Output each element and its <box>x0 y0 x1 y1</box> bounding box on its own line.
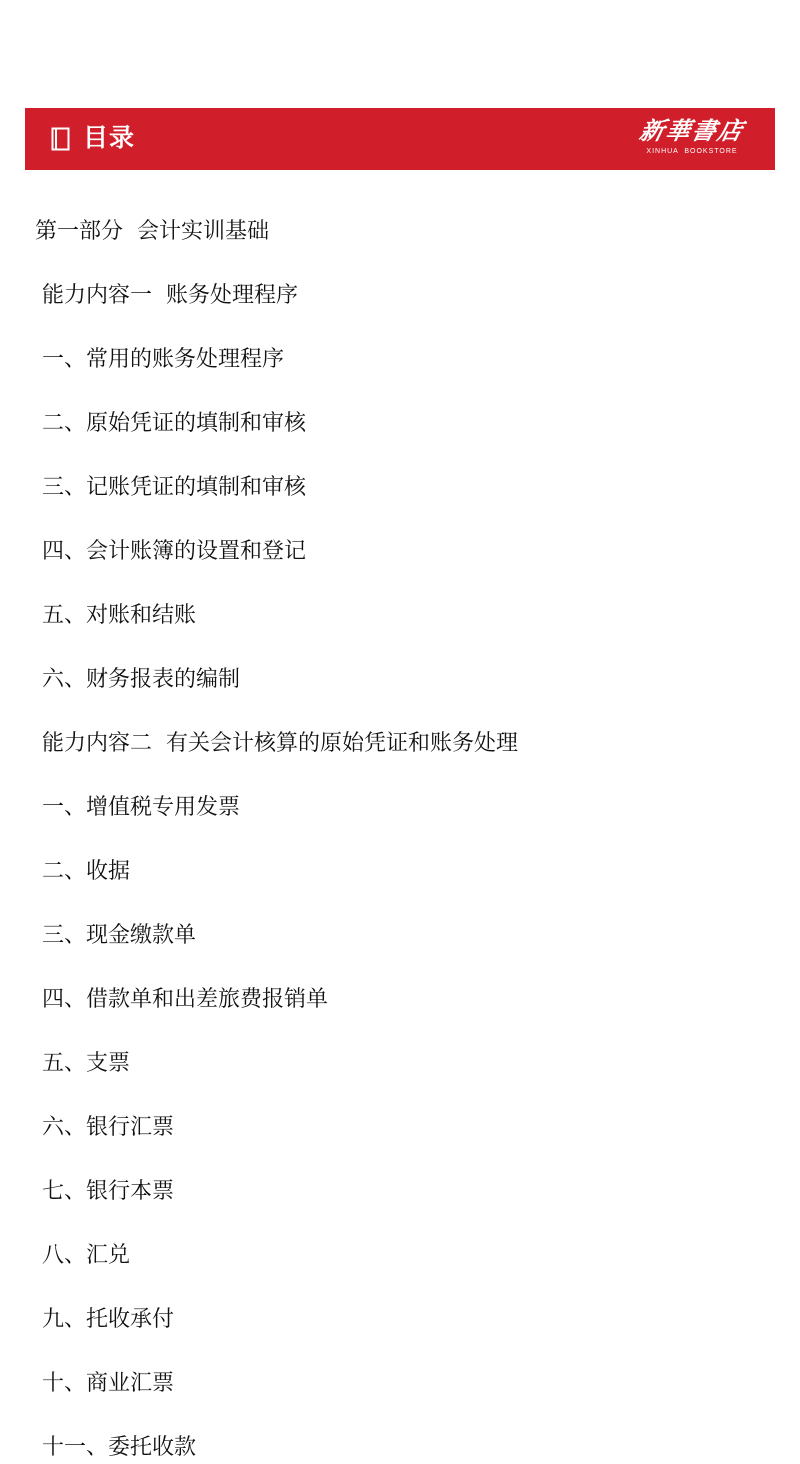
toc-item[interactable]: 九、托收承付 <box>35 1307 174 1332</box>
toc-item[interactable]: 三、现金缴款单 <box>35 923 196 948</box>
toc-chapter-title[interactable]: 能力内容一 账务处理程序 <box>35 283 298 308</box>
brand-name: 新華書店 <box>637 116 748 145</box>
toc-item[interactable]: 一、常用的账务处理程序 <box>35 347 284 372</box>
toc-item[interactable]: 六、银行汇票 <box>35 1115 174 1140</box>
toc-item[interactable]: 七、银行本票 <box>35 1179 174 1204</box>
toc-item[interactable]: 三、记账凭证的填制和审核 <box>35 475 306 500</box>
toc-header-bar <box>25 108 775 170</box>
toc-item[interactable]: 十、商业汇票 <box>35 1371 174 1396</box>
toc-item[interactable]: 一、增值税专用发票 <box>35 795 240 820</box>
toc-item[interactable]: 二、原始凭证的填制和审核 <box>35 411 306 436</box>
toc-item[interactable]: 五、对账和结账 <box>35 603 196 628</box>
toc-item[interactable]: 六、财务报表的编制 <box>35 667 240 692</box>
toc-section-title[interactable]: 第一部分 会计实训基础 <box>35 219 269 244</box>
toc-item[interactable]: 八、汇兑 <box>35 1243 130 1268</box>
book-icon <box>51 127 71 151</box>
toc-item[interactable]: 四、借款单和出差旅费报销单 <box>35 987 328 1012</box>
toc-item[interactable]: 十一、委托收款 <box>35 1435 196 1460</box>
toc-chapter-title[interactable]: 能力内容二 有关会计核算的原始凭证和账务处理 <box>35 731 518 756</box>
brand-subtitle: XINHUA BOOKSTORE <box>646 148 738 155</box>
xinhua-bookstore-logo <box>637 115 747 165</box>
toc-item[interactable]: 二、收据 <box>35 859 130 884</box>
page-title: 目录 <box>83 123 136 152</box>
toc-item[interactable]: 四、会计账簿的设置和登记 <box>35 539 306 564</box>
toc-item[interactable]: 五、支票 <box>35 1051 130 1076</box>
